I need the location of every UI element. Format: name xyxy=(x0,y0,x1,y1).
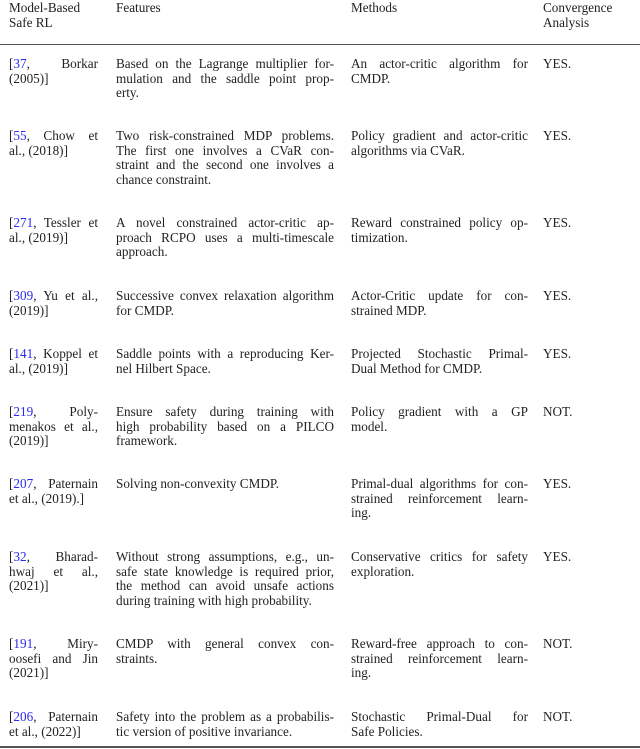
cell-line: [207, Paternain xyxy=(9,476,98,491)
features-cell xyxy=(116,129,334,188)
cell-line: exploration. xyxy=(351,563,415,579)
convergence-cell xyxy=(543,637,638,652)
cell-line: (2021)] xyxy=(9,578,49,594)
convergence-value: YES. xyxy=(543,215,572,230)
methods-cell xyxy=(351,477,528,521)
citation-cell xyxy=(9,405,98,449)
cell-line: An actor-critic algorithm for xyxy=(351,56,528,71)
cell-line: Safe RL xyxy=(9,14,53,30)
cell-line: et al., (2022)] xyxy=(9,723,81,739)
cell-line: during training with high probability. xyxy=(116,593,312,609)
cell-line: strained reinforcement learn- xyxy=(351,490,528,506)
citation-text: , Bharad- xyxy=(26,549,98,564)
reference-link[interactable]: 55 xyxy=(13,128,27,143)
cell-line: et al., (2019).] xyxy=(9,490,85,506)
cell-line: for CMDP. xyxy=(116,302,174,318)
methods-cell xyxy=(351,710,528,739)
methods-cell xyxy=(351,289,528,318)
cell-line: model. xyxy=(351,418,388,434)
cell-line: Policy gradient with a GP xyxy=(351,404,528,419)
convergence-cell xyxy=(543,405,638,420)
cell-line: CMDP. xyxy=(351,70,391,86)
cell-line: Model-Based xyxy=(9,0,81,15)
cell-line: proach RCPO uses a multi-timescale xyxy=(116,229,334,245)
cell-line: algorithms via CVaR. xyxy=(351,142,465,158)
citation-cell xyxy=(9,550,98,594)
cell-line: Conservative critics for safety xyxy=(351,549,528,564)
cell-line: straints. xyxy=(116,650,158,666)
cell-line: ing. xyxy=(351,505,372,521)
citation-text: , Borkar xyxy=(26,56,98,71)
cell-line: Features xyxy=(116,0,161,15)
cell-line: [191, Miry- xyxy=(9,636,98,651)
cell-line: hwaj et al., xyxy=(9,563,98,579)
cell-line: Reward-free approach to con- xyxy=(351,636,528,651)
reference-link[interactable]: 271 xyxy=(13,215,34,230)
cell-line: Solving non-convexity CMDP. xyxy=(116,476,280,491)
convergence-value: NOT. xyxy=(543,404,573,419)
reference-link[interactable]: 37 xyxy=(13,56,27,71)
cell-line: Based on the Lagrange multiplier for- xyxy=(116,56,334,71)
convergence-cell xyxy=(543,477,638,492)
citation-cell xyxy=(9,57,98,86)
methods-cell xyxy=(351,550,528,579)
citation-text: , Chow et xyxy=(26,128,98,143)
methods-cell xyxy=(351,57,528,86)
features-cell xyxy=(116,289,334,318)
header-convergence xyxy=(543,1,638,30)
cell-line: Without strong assumptions, e.g., un- xyxy=(116,549,334,564)
reference-link[interactable]: 191 xyxy=(13,636,34,651)
features-cell xyxy=(116,477,334,492)
convergence-cell xyxy=(543,57,638,72)
cell-line: safe state knowledge is required prior, xyxy=(116,563,334,579)
cell-line: Safety into the problem as a probabilis- xyxy=(116,709,334,724)
features-cell xyxy=(116,405,334,449)
cell-line: chance constraint. xyxy=(116,172,212,188)
cell-line: straint and the second one involves a xyxy=(116,157,334,173)
reference-link[interactable]: 206 xyxy=(13,709,34,724)
cell-line: Primal-dual algorithms for con- xyxy=(351,476,528,491)
citation-text: , Tessler et xyxy=(33,215,98,230)
cell-line: The first one involves a CVaR con- xyxy=(116,142,334,158)
cell-line: (2005)] xyxy=(9,70,49,86)
convergence-value: NOT. xyxy=(543,636,573,651)
cell-line: the method can avoid unsafe actions xyxy=(116,578,334,594)
methods-cell xyxy=(351,405,528,434)
cell-line: Methods xyxy=(351,0,398,15)
convergence-cell xyxy=(543,550,638,565)
cell-line: Convergence xyxy=(543,0,613,15)
cell-line: Safe Policies. xyxy=(351,723,423,739)
cell-line: CMDP with general convex con- xyxy=(116,636,334,651)
cell-line: (2019)] xyxy=(9,433,49,449)
reference-link[interactable]: 141 xyxy=(13,346,34,361)
convergence-value: YES. xyxy=(543,56,572,71)
cell-line: Analysis xyxy=(543,14,590,30)
convergence-value: YES. xyxy=(543,346,572,361)
cell-line: Successive convex relaxation algorithm xyxy=(116,288,334,303)
citation-cell xyxy=(9,710,98,739)
cell-line: high probability based on a PILCO xyxy=(116,418,334,434)
methods-cell xyxy=(351,637,528,681)
citation-cell xyxy=(9,289,98,318)
features-cell xyxy=(116,347,334,376)
top-rule xyxy=(0,44,640,45)
reference-link[interactable]: 309 xyxy=(13,288,34,303)
features-cell xyxy=(116,637,334,666)
cell-line: (2019)] xyxy=(9,302,49,318)
bottom-rule xyxy=(0,746,640,748)
citation-text: , Miry- xyxy=(33,636,98,651)
cell-line: [206, Paternain xyxy=(9,709,98,724)
cell-line: al., (2018)] xyxy=(9,142,68,158)
citation-text: , Yu et al., xyxy=(33,288,98,303)
citation-text: , Paternain xyxy=(33,709,98,724)
header-methods xyxy=(351,1,528,16)
cell-line: strained reinforcement learn- xyxy=(351,650,528,666)
cell-line: framework. xyxy=(116,433,178,449)
convergence-cell xyxy=(543,289,638,304)
convergence-value: NOT. xyxy=(543,709,573,724)
convergence-value: YES. xyxy=(543,288,572,303)
citation-text: , Paternain xyxy=(33,476,98,491)
methods-cell xyxy=(351,129,528,158)
cell-line: [271, Tessler et xyxy=(9,215,98,230)
reference-link[interactable]: 219 xyxy=(13,404,34,419)
cell-line: [219, Poly- xyxy=(9,404,98,419)
convergence-cell xyxy=(543,216,638,231)
methods-cell xyxy=(351,216,528,245)
cell-line: strained MDP. xyxy=(351,302,427,318)
header-model-based xyxy=(9,1,98,30)
features-cell xyxy=(116,57,334,101)
cell-line: nel Hilbert Space. xyxy=(116,360,211,376)
cell-line: [55, Chow et xyxy=(9,128,98,143)
cell-line: menakos et al., xyxy=(9,418,98,434)
cell-line: approach. xyxy=(116,244,168,260)
cell-line: Ensure safety during training with xyxy=(116,404,334,419)
features-cell xyxy=(116,216,334,260)
cell-line: al., (2019)] xyxy=(9,229,68,245)
features-cell xyxy=(116,710,334,739)
header-features xyxy=(116,1,334,16)
cell-line: [37, Borkar xyxy=(9,56,98,71)
cell-line: [309, Yu et al., xyxy=(9,288,98,303)
cell-line: [32, Bharad- xyxy=(9,549,98,564)
cell-line: Policy gradient and actor-critic xyxy=(351,128,528,143)
convergence-value: YES. xyxy=(543,128,572,143)
cell-line: (2021)] xyxy=(9,665,49,681)
cell-line: Actor-Critic update for con- xyxy=(351,288,528,303)
citation-text: , Koppel et xyxy=(33,346,98,361)
cell-line: Dual Method for CMDP. xyxy=(351,360,483,376)
convergence-cell xyxy=(543,710,638,725)
convergence-cell xyxy=(543,347,638,362)
cell-line: ing. xyxy=(351,665,372,681)
cell-line: Stochastic Primal-Dual for xyxy=(351,709,528,724)
cell-line: tic version of positive invariance. xyxy=(116,723,293,739)
cell-line: Saddle points with a reproducing Ker- xyxy=(116,346,334,361)
cell-line: timization. xyxy=(351,229,408,245)
convergence-value: YES. xyxy=(543,549,572,564)
citation-cell xyxy=(9,216,98,245)
cell-line: Projected Stochastic Primal- xyxy=(351,346,528,361)
cell-line: A novel constrained actor-critic ap- xyxy=(116,215,334,230)
cell-line: oosefi and Jin xyxy=(9,650,98,666)
features-cell xyxy=(116,550,334,609)
convergence-value: YES. xyxy=(543,476,572,491)
cell-line: erty. xyxy=(116,85,139,101)
citation-cell xyxy=(9,477,98,506)
cell-line: al., (2019)] xyxy=(9,360,68,376)
citation-text: , Poly- xyxy=(33,404,98,419)
citation-cell xyxy=(9,347,98,376)
reference-link[interactable]: 32 xyxy=(13,549,27,564)
reference-link[interactable]: 207 xyxy=(13,476,34,491)
citation-cell xyxy=(9,637,98,681)
cell-line: [141, Koppel et xyxy=(9,346,98,361)
methods-cell xyxy=(351,347,528,376)
cell-line: mulation and the saddle point prop- xyxy=(116,70,334,86)
cell-line: Reward constrained policy op- xyxy=(351,215,528,230)
cell-line: Two risk-constrained MDP problems. xyxy=(116,128,334,143)
citation-cell xyxy=(9,129,98,158)
convergence-cell xyxy=(543,129,638,144)
